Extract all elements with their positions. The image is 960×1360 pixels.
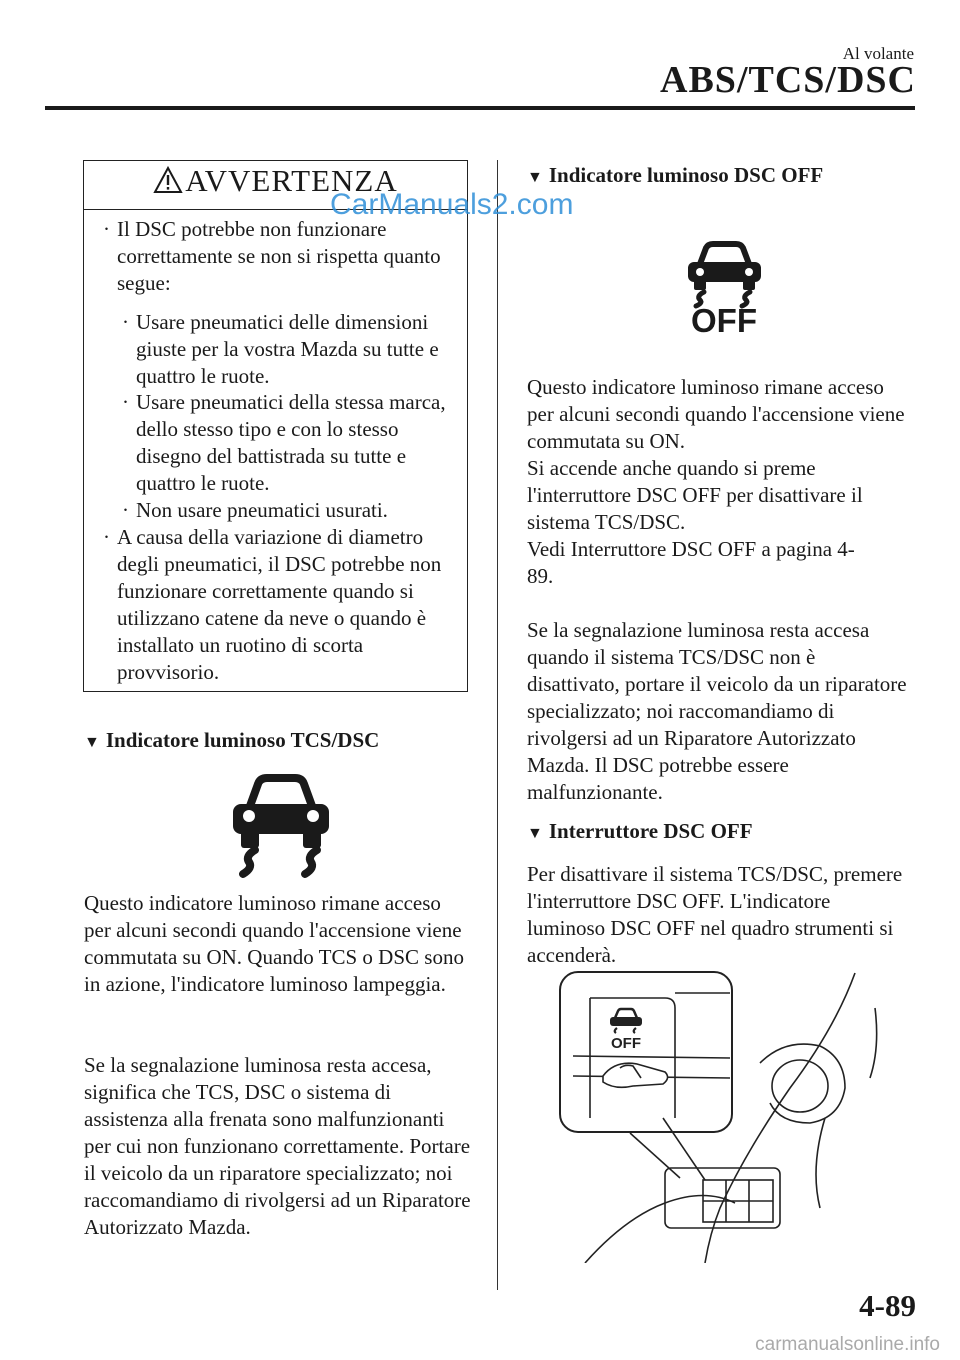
warning-title-text: AVVERTENZA xyxy=(185,163,398,198)
chapter-label: Al volante xyxy=(842,44,914,63)
tcs-dsc-heading xyxy=(84,728,379,753)
dsc-off-paragraph-4: Se la segnalazione luminosa resta accesa quando il sistema TCS/DSC non è disattivato, portare il veicolo da un riparatore specializzato; noi raccomandiamo di rivolgersi ad un Riparatore Autorizzato Mazda. Il DSC potrebbe essere malfunzionante. xyxy=(527,618,907,804)
bullet-icon: · xyxy=(103,217,110,241)
header-rule xyxy=(45,106,915,110)
warning-box xyxy=(83,160,468,692)
warning-subitem xyxy=(118,497,463,524)
page-number: 4-89 xyxy=(859,1288,916,1323)
footer-site: carmanualsonline.info xyxy=(755,1334,940,1355)
warning-subitem xyxy=(118,389,463,497)
dsc-off-paragraph-2: Si accende anche quando si preme l'interruttore DSC OFF per disattivare il sistema TCS/DSC. xyxy=(527,456,863,534)
warning-triangle-icon xyxy=(153,166,183,194)
warning-subitem xyxy=(118,309,463,390)
column-divider xyxy=(497,160,498,1290)
dsc-off-icon-label: OFF xyxy=(691,302,757,335)
warning-subitem-text: Usare pneumatici della stessa marca, dello stesso tipo e con lo stesso disegno del battistrada su tutte e quattro le ruote. xyxy=(136,390,446,495)
heading-marker-icon: ▼ xyxy=(527,169,543,186)
dsc-off-paragraph-1: Questo indicatore luminoso rimane acceso per alcuni secondi quando l'accensione viene commutata su ON. xyxy=(527,375,905,453)
bullet-icon: · xyxy=(122,310,129,334)
bullet-icon: · xyxy=(103,525,110,549)
tcs-dsc-paragraph-2: Se la segnalazione luminosa resta accesa, significa che TCS, DSC o sistema di assistenza alla frenata sono malfunzionanti per cui non funzionano correttamente. Portare il veicolo da un riparatore specializzato; noi raccomandiamo di rivolgersi ad un Riparatore Autorizzato Mazda. xyxy=(84,1053,471,1239)
warning-item-text: Il DSC potrebbe non funzionare correttamente se non si rispetta quanto segue: xyxy=(117,217,441,295)
dsc-off-switch-heading xyxy=(527,819,753,844)
warning-item-text: A causa della variazione di diametro degli pneumatici, il DSC potrebbe non funzionare correttamente quando si utilizzano catene da neve o quando è installato un ruotino di scorta provvisorio. xyxy=(117,525,442,684)
watermark: CarManuals2.com xyxy=(330,188,574,221)
dsc-off-indicator-heading-text: Indicatore luminoso DSC OFF xyxy=(548,163,824,187)
tcs-dsc-indicator-icon xyxy=(225,770,335,880)
warning-item xyxy=(99,216,459,297)
dsc-off-switch-illustration xyxy=(545,968,890,1263)
heading-marker-icon: ▼ xyxy=(527,825,543,842)
dsc-off-paragraph-3: Vedi Interruttore DSC OFF a pagina 4-89. xyxy=(527,537,855,588)
dsc-off-indicator-icon xyxy=(672,240,777,335)
page-title: ABS/TCS/DSC xyxy=(660,59,916,101)
dsc-off-indicator-heading xyxy=(527,163,823,188)
warning-item xyxy=(99,524,459,686)
bullet-icon: · xyxy=(122,390,129,414)
tcs-dsc-paragraph-1: Questo indicatore luminoso rimane acceso per alcuni secondi quando l'accensione viene commutata su ON. Quando TCS o DSC sono in azione, l'indicatore luminoso lampeggia. xyxy=(84,891,464,996)
warning-subitem-text: Non usare pneumatici usurati. xyxy=(136,498,388,522)
dsc-off-switch-paragraph: Per disattivare il sistema TCS/DSC, premere l'interruttore DSC OFF. L'indicatore luminoso DSC OFF nel quadro strumenti si accenderà. xyxy=(527,862,903,967)
dsc-off-switch-heading-text: Interruttore DSC OFF xyxy=(548,819,753,843)
bullet-icon: · xyxy=(122,498,129,522)
warning-subitem-text: Usare pneumatici delle dimensioni giuste per la vostra Mazda su tutte e quattro le ruote. xyxy=(136,310,439,388)
tcs-dsc-heading-text: Indicatore luminoso TCS/DSC xyxy=(105,728,380,752)
illustration-off-label: OFF xyxy=(611,1035,641,1052)
heading-marker-icon: ▼ xyxy=(84,734,100,751)
